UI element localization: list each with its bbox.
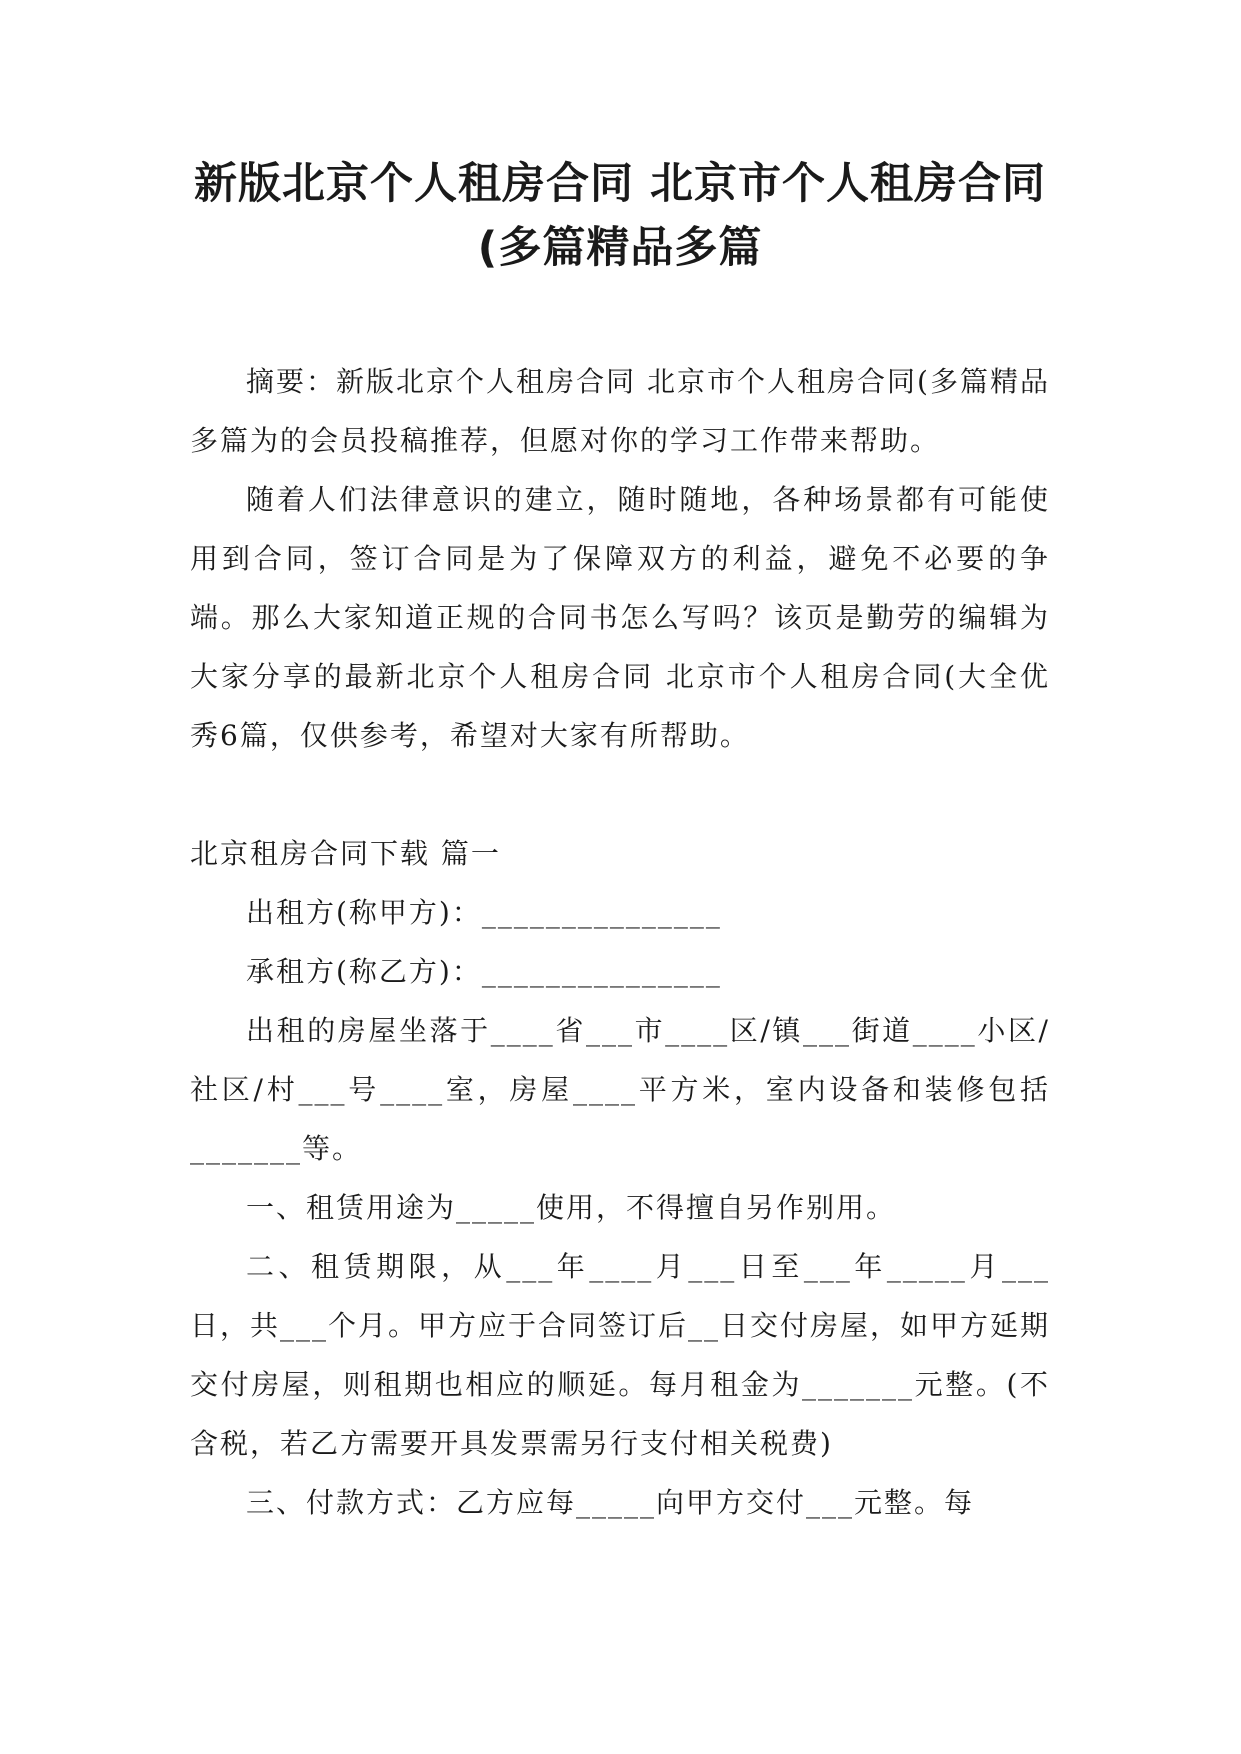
- document-body: [190, 352, 1050, 1532]
- intro-paragraph: 随着人们法律意识的建立，随时随地，各种场景都有可能使用到合同，签订合同是为了保障双方的利益，避免不必要的争端。那么大家知道正规的合同书怎么写吗？该页是勤劳的编辑为大家分享的最新北京个人租房合同 北京市个人租房合同(大全优秀6篇，仅供参考，希望对大家有所帮助。: [190, 483, 1050, 752]
- clause-1: 一、租赁用途为_____使用，不得擅自另作别用。: [246, 1191, 897, 1224]
- clause-2: 二、租赁期限，从___年____月___日至___年_____月___日，共___个月。甲方应于合同签订后__日交付房屋，如甲方延期交付房屋，则租期也相应的顺延。每月租金为_______元整。(不含税，若乙方需要开具发票需另行支付相关税费): [190, 1250, 1051, 1460]
- clause-3: 三、付款方式：乙方应每_____向甲方交付___元整。每: [246, 1486, 975, 1519]
- document-title: 新版北京个人租房合同 北京市个人租房合同(多篇精品多篇: [194, 159, 1046, 273]
- lessee-line: 承租方(称乙方)：_______________: [246, 955, 722, 988]
- section-heading: 北京租房合同下载 篇一: [190, 837, 501, 870]
- abstract-paragraph: 摘要：新版北京个人租房合同 北京市个人租房合同(多篇精品多篇为的会员投稿推荐，但愿对你的学习工作带来帮助。: [190, 365, 1050, 457]
- lessor-line: 出租方(称甲方)：_______________: [246, 896, 722, 929]
- location-paragraph: 出租的房屋坐落于____省___市____区/镇___街道____小区/社区/村___号____室，房屋____平方米，室内设备和装修包括_______等。: [190, 1014, 1050, 1165]
